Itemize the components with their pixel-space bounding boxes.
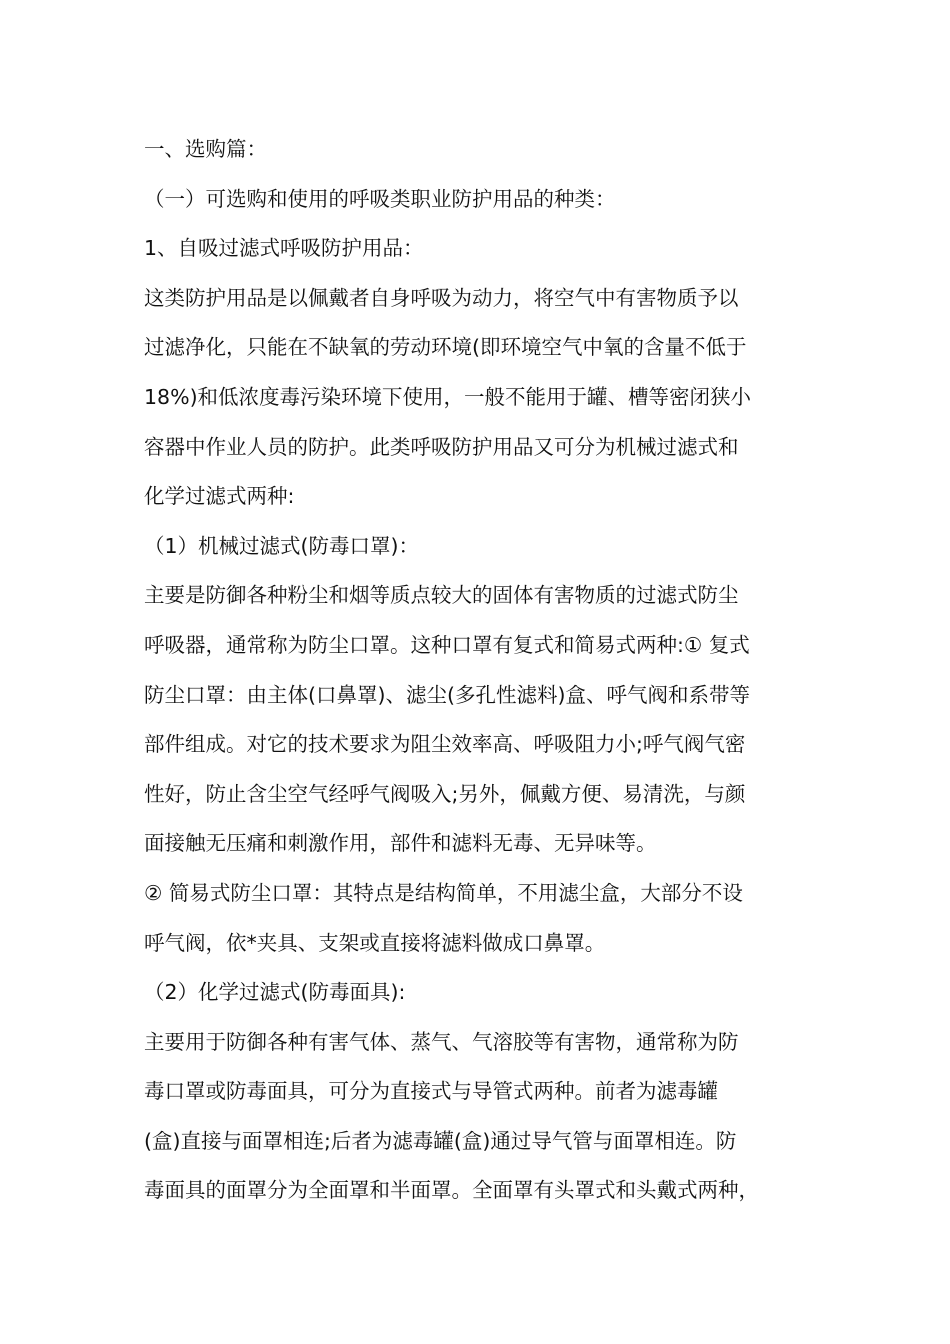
paragraph-line: 呼吸器，通常称为防尘口罩。这种口罩有复式和简易式两种:① 复式 bbox=[144, 632, 750, 657]
subsection-heading: （一）可选购和使用的呼吸类职业防护用品的种类： bbox=[144, 186, 616, 211]
item-heading: 1、自吸过滤式呼吸防护用品： bbox=[144, 236, 424, 261]
paragraph-line: 主要用于防御各种有害气体、蒸气、气溶胶等有害物，通常称为防 bbox=[144, 1029, 739, 1054]
paragraph-line: 容器中作业人员的防护。此类呼吸防护用品又可分为机械过滤式和 bbox=[144, 434, 739, 459]
paragraph-line: 面接触无压痛和刺激作用，部件和滤料无毒、无异味等。 bbox=[144, 831, 657, 856]
item-heading: （1）机械过滤式(防毒口罩)： bbox=[144, 533, 420, 558]
paragraph-line: 这类防护用品是以佩戴者自身呼吸为动力，将空气中有害物质予以 bbox=[144, 285, 739, 310]
paragraph-line: 毒面具的面罩分为全面罩和半面罩。全面罩有头罩式和头戴式两种， bbox=[144, 1178, 759, 1203]
paragraph-line: 18%)和低浓度毒污染环境下使用，一般不能用于罐、槽等密闭狭小 bbox=[144, 384, 752, 409]
paragraph-line: 化学过滤式两种: bbox=[144, 484, 295, 509]
paragraph-line: 防尘口罩：由主体(口鼻罩)、滤尘(多孔性滤料)盒、呼气阀和系带等 bbox=[144, 682, 750, 707]
paragraph-line: 性好，防止含尘空气经呼气阀吸入;另外，佩戴方便、易清洗，与颜 bbox=[144, 781, 746, 806]
paragraph-line: 呼气阀，依*夹具、支架或直接将滤料做成口鼻罩。 bbox=[144, 930, 606, 955]
section-heading: 一、选购篇： bbox=[144, 137, 267, 161]
paragraph-line: 主要是防御各种粉尘和烟等质点较大的固体有害物质的过滤式防尘 bbox=[144, 583, 739, 608]
paragraph-line: 过滤净化，只能在不缺氧的劳动环境(即环境空气中氧的含量不低于 bbox=[144, 335, 747, 360]
item-heading: （2）化学过滤式(防毒面具): bbox=[144, 980, 406, 1005]
paragraph-line: 部件组成。对它的技术要求为阻尘效率高、呼吸阻力小;呼气阀气密 bbox=[144, 732, 746, 757]
document-body bbox=[144, 125, 834, 1216]
paragraph-line: 毒口罩或防毒面具，可分为直接式与导管式两种。前者为滤毒罐 bbox=[144, 1079, 718, 1104]
paragraph-line: ② 简易式防尘口罩：其特点是结构简单，不用滤尘盒，大部分不设 bbox=[144, 880, 743, 905]
paragraph-line: (盒)直接与面罩相连;后者为滤毒罐(盒)通过导气管与面罩相连。防 bbox=[144, 1128, 737, 1153]
